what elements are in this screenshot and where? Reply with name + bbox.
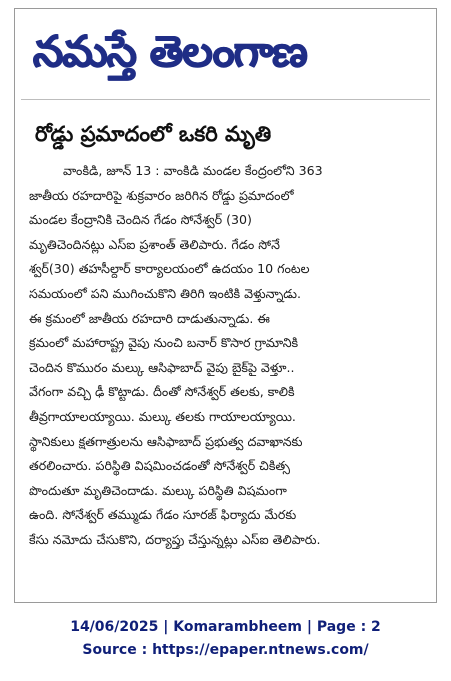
article-body — [29, 159, 427, 553]
article-line: వాంకిడి, జూన్ 13 : వాంకిడి మండల కేంద్రంలోని 363 — [63, 163, 323, 178]
newspaper-masthead: నమస్తే తెలంగాణ — [33, 27, 307, 77]
article-line: జాతీయ రహదారిపై శుక్రవారం జరిగిన రోడ్డు ప్రమాదంలో — [29, 187, 294, 203]
article-line: ఉంది. సోనేశ్వర్ తమ్ముడు గేడం సూరజ్ ఫిర్యాదు మేరకు — [29, 507, 297, 523]
article-line: మృతిచెందినట్లు ఎస్‌ఐ ప్రశాంత్ తెలిపారు. గేడం సోనే — [29, 236, 280, 252]
article-line: కేసు నమోదు చేసుకొని, దర్యాప్తు చేస్తున్నట్లు ఎస్‌ఐ తెలిపారు. — [29, 531, 321, 547]
article-line: తీవ్రగాయాలయ్యాయి. మల్కు తలకు గాయాలయ్యాయి. — [29, 408, 296, 424]
article-line: వేగంగా వచ్చి ఢీ కొట్టాడు. దీంతో సోనేశ్వర్ తలకు, కాలికి — [29, 384, 295, 400]
article-line: స్థానికులు క్షతగాత్రులను ఆసిఫాబాద్ ప్రభుత్వ దవాఖానకు — [29, 433, 303, 449]
article-line: తరలించారు. పరిస్థితి విషమించడంతో సోనేశ్వర్ చికిత్స — [29, 458, 291, 474]
edition-info: 14/06/2025 | Komarambheem | Page : 2 — [70, 619, 381, 635]
article-line: శ్వర్(30) తహసీల్దార్ కార్యాలయంలో ఉదయం 10 గంటల — [29, 261, 310, 277]
masthead-divider — [21, 99, 430, 100]
article-line: పొందుతూ మృతిచెందాడు. మల్కు పరిస్థితి విషమంగా — [29, 482, 287, 498]
article-headline: రోడ్డు ప్రమాదంలో ఒకరి మృతి — [35, 122, 272, 146]
source-link[interactable]: Source : https://epaper.ntnews.com/ — [82, 642, 369, 658]
article-line: సమయంలో పని ముగించుకొని తిరిగి ఇంటికి వెళ్తున్నాడు. — [29, 285, 301, 301]
article-line: మండల కేంద్రానికి చెందిన గేడం సోనేశ్వర్ (30) — [29, 212, 252, 228]
article-line: ఈ క్రమంలో జాతీయ రహదారి దాడుతున్నాడు. ఈ — [29, 310, 270, 326]
article-line: చెందిన కొమురం మల్కు ఆసిఫాబాద్ వైపు బైక్‌పై వెళ్తూ.. — [29, 359, 295, 375]
article-line: క్రమంలో మహారాష్ట్ర వైపు నుంచి బనార్ కొసార గ్రామానికి — [29, 335, 299, 351]
newspaper-clipping — [14, 8, 437, 603]
